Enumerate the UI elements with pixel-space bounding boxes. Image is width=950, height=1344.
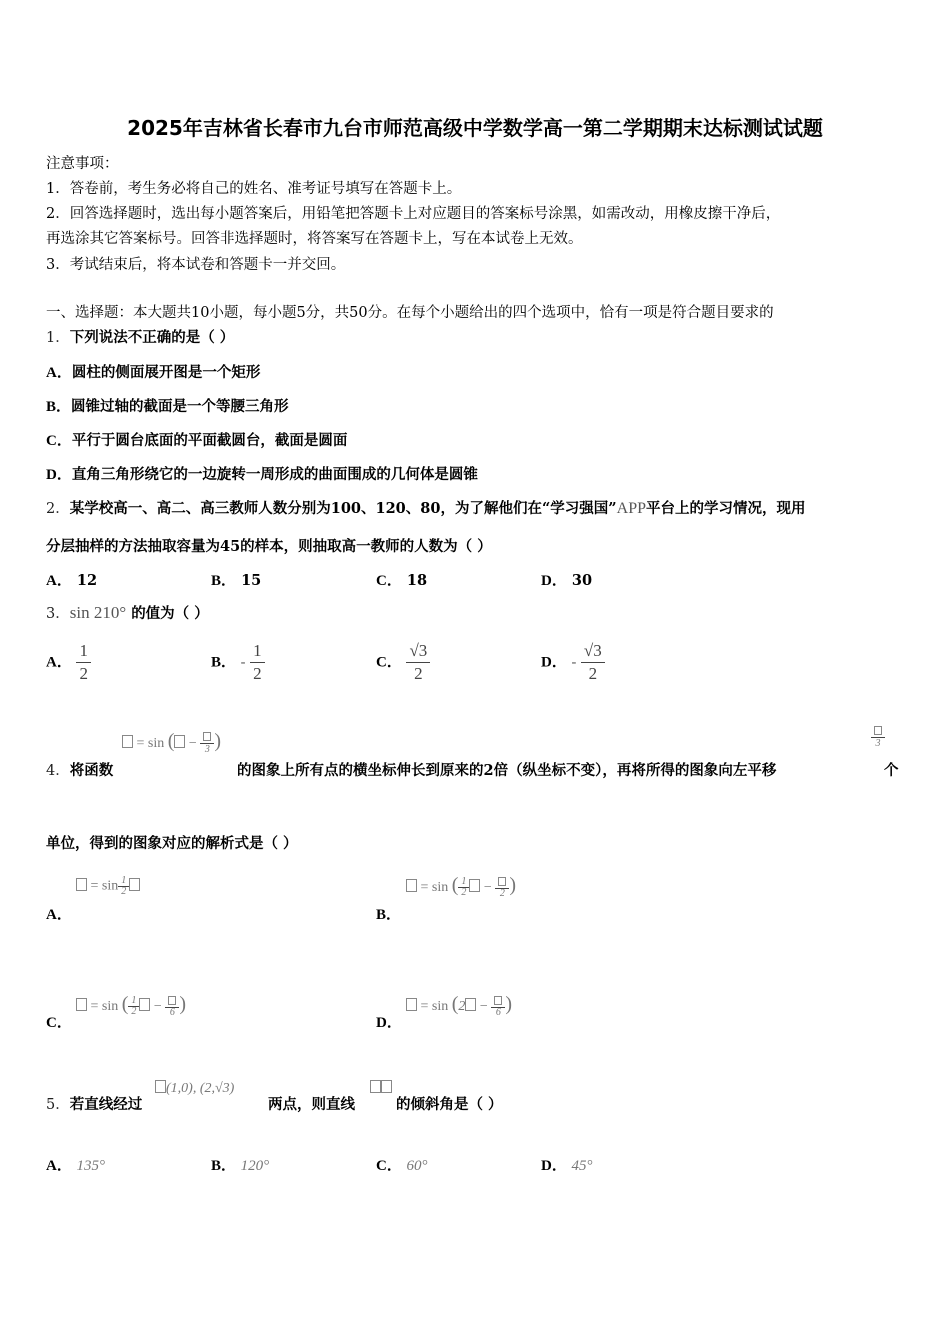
fraction <box>581 640 605 685</box>
q2-option-b <box>211 569 261 590</box>
fraction <box>406 640 430 685</box>
function-formula: = sin ( − 3 ) <box>122 730 221 755</box>
numerator: √3 <box>406 640 430 663</box>
option-letter: C． <box>376 654 402 671</box>
q4-option-b-letter <box>376 903 401 924</box>
question-number: 2． <box>46 501 70 517</box>
question-number: 1． <box>46 330 70 346</box>
option-letter: C． <box>46 1015 72 1031</box>
question-5-end: 的倾斜角是（ ） <box>396 1096 503 1113</box>
q5-option-d <box>541 1154 592 1175</box>
option-text: 45° <box>571 1158 593 1174</box>
option-letter: C． <box>46 433 72 449</box>
option-text: 135° <box>76 1158 105 1174</box>
question-4-cont: 单位，得到的图象对应的解析式是（ ） <box>46 835 298 852</box>
option-text: 12 <box>76 572 98 589</box>
fraction <box>76 640 91 685</box>
q4-option-a-letter <box>46 903 72 924</box>
question-stem: 下列说法不正确的是（ ） <box>69 329 235 346</box>
option-letter: B． <box>211 1158 237 1174</box>
option-text: 30 <box>571 572 593 589</box>
formula-text: = sin <box>420 880 449 895</box>
q5-option-a <box>46 1154 105 1175</box>
numerator: √3 <box>581 640 605 663</box>
formula-text: = sin <box>136 736 165 751</box>
notice-item: 3．考试结束后，将本试卷和答题卡一并交回。 <box>46 257 346 273</box>
option-letter: D． <box>541 573 567 589</box>
app-text: APP <box>616 500 646 517</box>
shift-fraction <box>871 726 885 749</box>
q3-option-b <box>211 640 265 685</box>
option-letter: A． <box>46 1158 72 1174</box>
question-stem: 将函数 <box>69 762 114 779</box>
option-letter: D． <box>541 654 567 671</box>
coefficient: 2 <box>458 999 466 1014</box>
denominator: 2 <box>121 886 127 897</box>
option-text: 圆锥过轴的截面是一个等腰三角形 <box>71 398 289 415</box>
q1-option-b <box>46 395 289 416</box>
line-name <box>370 1080 392 1097</box>
page-title: 2025年吉林省长春市九台市师范高级中学数学高一第二学期期末达标测试试题 <box>127 116 823 140</box>
numerator: 1 <box>128 996 139 1007</box>
q5-option-c <box>376 1154 427 1175</box>
question-2 <box>46 497 806 518</box>
option-text: 直角三角形绕它的一边旋转一周形成的曲面围成的几何体是圆锥 <box>71 466 478 483</box>
q4-option-b-formula: = sin ( $\frac{1}{2}$ − 2 ) <box>406 874 516 899</box>
option-text: 60° <box>406 1158 428 1174</box>
option-letter: A． <box>46 907 72 923</box>
denominator: 2 <box>253 664 262 683</box>
points-formula <box>155 1080 234 1097</box>
question-4-body: 的图象上所有点的横坐标伸长到原来的2倍（纵坐标不变），再将所得的图象向左平移 <box>237 762 777 779</box>
option-text: 15 <box>241 572 262 589</box>
numerator: 1 <box>250 640 265 663</box>
q4-option-a-formula <box>76 876 140 897</box>
question-number: 4． <box>46 763 70 779</box>
question-number: 3． <box>46 606 70 622</box>
option-letter: B． <box>211 573 237 589</box>
q5-option-b <box>211 1154 269 1175</box>
denominator: 2 <box>461 887 467 899</box>
question-stem: 若直线经过 <box>69 1096 143 1113</box>
question-stem: 的值为（ ） <box>131 605 209 622</box>
q2-option-a <box>46 569 97 590</box>
q4-option-c-letter <box>46 1011 72 1032</box>
option-letter: D． <box>541 1158 567 1174</box>
option-text: 平行于圆台底面的平面截圆台，截面是圆面 <box>71 432 348 449</box>
numerator: 1 <box>76 640 91 663</box>
q1-option-c <box>46 429 347 450</box>
q2-option-c <box>376 569 427 590</box>
question-3 <box>46 602 209 623</box>
q3-option-a <box>46 640 91 685</box>
denominator: 2 <box>588 664 598 683</box>
notice-item: 1．答卷前，考生务必将自己的姓名、准考证号填写在答题卡上。 <box>46 181 462 197</box>
minus-sign: - <box>240 654 246 671</box>
option-letter: C． <box>376 573 402 589</box>
option-letter: A． <box>46 365 72 381</box>
q3-option-d <box>541 640 605 685</box>
denominator: 2 <box>131 1006 137 1018</box>
option-letter: D． <box>376 1015 402 1031</box>
denominator: 2 <box>414 664 423 683</box>
q1-option-d <box>46 463 478 484</box>
formula-text: = sin <box>90 999 119 1014</box>
notice-item: 再选涂其它答案标号。回答非选择题时，将答案写在答题卡上，写在本试卷上无效。 <box>46 231 583 247</box>
option-letter: B． <box>376 907 402 923</box>
denominator: 3 <box>204 744 210 756</box>
question-stem: 某学校高一、高二、高三教师人数分别为100、120、80，为了解他们在“学习强国” <box>69 500 617 517</box>
denominator: 6 <box>495 1006 501 1018</box>
question-5 <box>46 1093 142 1114</box>
denominator: 2 <box>79 664 88 683</box>
question-2-cont: 分层抽样的方法抽取容量为45的样本，则抽取高一教师的人数为（ ） <box>46 538 492 555</box>
formula-text: = sin <box>90 878 119 894</box>
fraction <box>250 640 265 685</box>
option-text: 120° <box>240 1158 270 1174</box>
question-number: 5． <box>46 1097 70 1113</box>
section-heading: 一、选择题：本大题共10小题，每小题5分，共50分。在每个小题给出的四个选项中，恰有一项是符合题目要求的 <box>46 305 774 321</box>
question-1 <box>46 326 234 347</box>
option-letter: A． <box>46 654 72 671</box>
question-4-unit: 个 <box>884 762 899 779</box>
option-letter: B． <box>211 654 237 671</box>
q4-option-d-formula: = sin (2 − 6 ) <box>406 993 512 1018</box>
option-letter: B． <box>46 399 72 415</box>
q2-option-d <box>541 569 592 590</box>
minus-sign: - <box>571 654 577 671</box>
denominator: 2 <box>499 887 505 899</box>
option-letter: D． <box>46 467 72 483</box>
q4-option-c-formula: = sin ( $\frac{1}{2}$ − 6 ) <box>76 993 186 1018</box>
option-letter: A． <box>46 573 72 589</box>
notice-heading: 注意事项： <box>46 156 119 172</box>
question-stem-cont: 平台上的学习情况，现用 <box>646 500 806 517</box>
option-letter: C． <box>376 1158 402 1174</box>
q4-option-d-letter <box>376 1011 402 1032</box>
question-4 <box>46 759 113 780</box>
numerator: 1 <box>458 877 469 888</box>
numerator: 1 <box>118 876 129 887</box>
q1-option-a <box>46 361 260 382</box>
sin-expression: sin 210° <box>69 603 127 622</box>
denominator: 6 <box>169 1006 175 1018</box>
question-5-mid: 两点，则直线 <box>268 1096 355 1113</box>
notice-item: 2．回答选择题时，选出每小题答案后，用铅笔把答题卡上对应题目的答案标号涂黑，如需改动，用橡皮擦干净后， <box>46 206 781 222</box>
q3-option-c <box>376 640 430 685</box>
option-text: 18 <box>406 572 428 589</box>
denominator: 3 <box>875 738 881 749</box>
points-text: (1,0), (2,√3) <box>166 1081 235 1096</box>
formula-text: = sin <box>420 999 449 1014</box>
placeholder-glyph <box>122 735 133 748</box>
option-text: 圆柱的侧面展开图是一个矩形 <box>71 364 261 381</box>
